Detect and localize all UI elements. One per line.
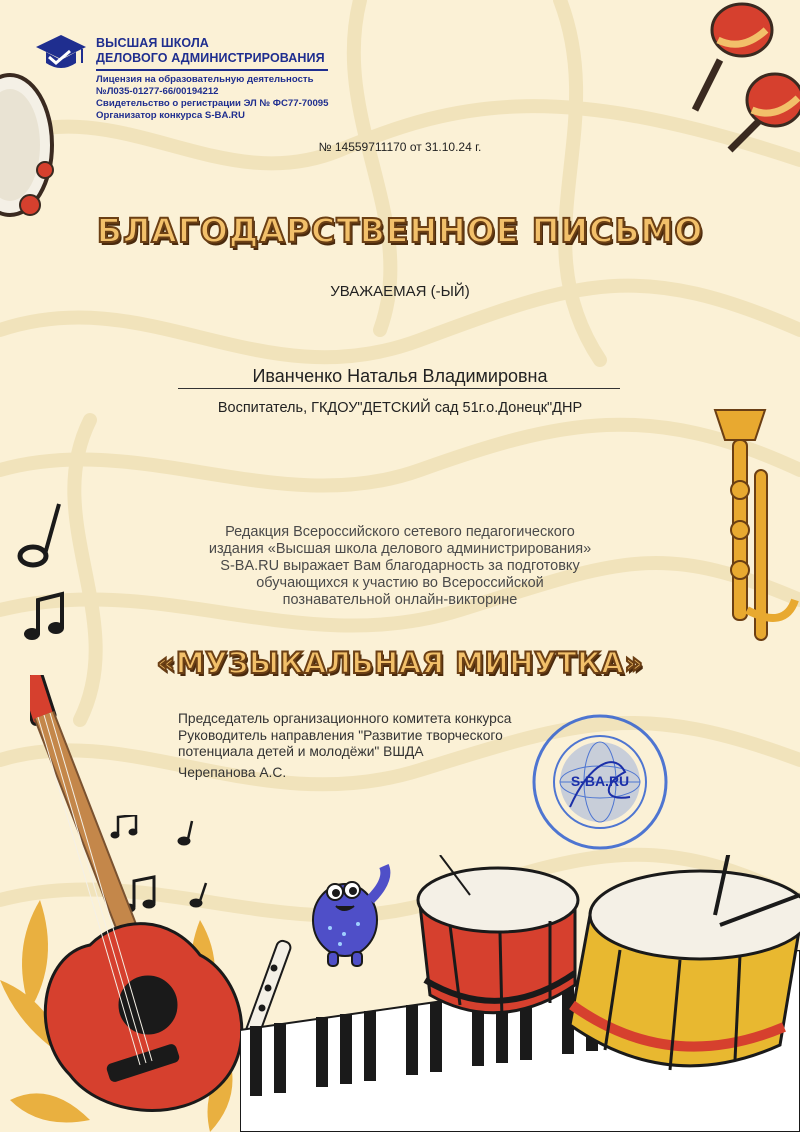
license-text: Лицензия на образовательную деятельность bbox=[96, 74, 314, 85]
document-number-text: № 14559711170 от 31.10.24 г. bbox=[318, 140, 482, 154]
signature-line: Председатель организационного комитета конкурса bbox=[178, 711, 512, 726]
body-line: обучающихся к участию во Всероссийской bbox=[256, 575, 544, 591]
signature-line: потенциала детей и молодёжи" ВШДА bbox=[178, 744, 424, 759]
recipient-position: Воспитатель, ГКДОУ"ДЕТСКИЙ сад 51г.о.Донецк"ДНР bbox=[217, 400, 583, 416]
salutation: УВАЖАЕМАЯ (-ЫЙ) bbox=[330, 283, 470, 300]
body-line: S-BA.RU выражает Вам благодарность за подготовку bbox=[220, 558, 580, 574]
recipient-name: Иванченко Наталья Владимировна bbox=[252, 366, 548, 386]
quiz-title: «МУЗЫКАЛЬНАЯ МИНУТКА» bbox=[156, 646, 644, 680]
stamp-center-text: S-BA.RU bbox=[570, 773, 630, 789]
license-number: №Л035-01277-66/00194212 bbox=[96, 86, 219, 97]
signature-line: Руководитель направления "Развитие творческого bbox=[178, 727, 503, 743]
signature-line: Черепанова А.С. bbox=[178, 764, 287, 780]
maracas-icon bbox=[680, 0, 800, 160]
body-line: Редакция Всероссийского сетевого педагогического bbox=[225, 524, 575, 540]
graduation-cap-icon bbox=[34, 33, 88, 75]
org-name-line2: ДЕЛОВОГО АДМИНИСТРИРОВАНИЯ bbox=[96, 51, 325, 65]
double-note-icon bbox=[22, 590, 67, 645]
organizer-text: Организатор конкурса S-BA.RU bbox=[96, 110, 245, 121]
music-note-icon bbox=[15, 500, 65, 570]
document-number bbox=[0, 140, 800, 154]
org-name-line1: ВЫСШАЯ ШКОЛА bbox=[96, 36, 209, 50]
registration-text: Свидетельство о регистрации ЭЛ № ФС77-70095 bbox=[96, 98, 329, 109]
trumpet-icon bbox=[695, 400, 800, 650]
document-title: БЛАГОДАРСТВЕННОЕ ПИСЬМО bbox=[96, 211, 704, 250]
org-name bbox=[96, 36, 325, 66]
snare-drum-icon bbox=[560, 855, 800, 1085]
globe-stamp-icon bbox=[530, 712, 670, 852]
org-divider bbox=[96, 69, 328, 71]
recipient-underline bbox=[178, 388, 620, 389]
body-line: издания «Высшая школа делового администрирования» bbox=[208, 541, 592, 557]
org-info bbox=[96, 74, 328, 122]
body-line: познавательной онлайн-викторине bbox=[282, 592, 518, 608]
body-text bbox=[140, 524, 660, 609]
